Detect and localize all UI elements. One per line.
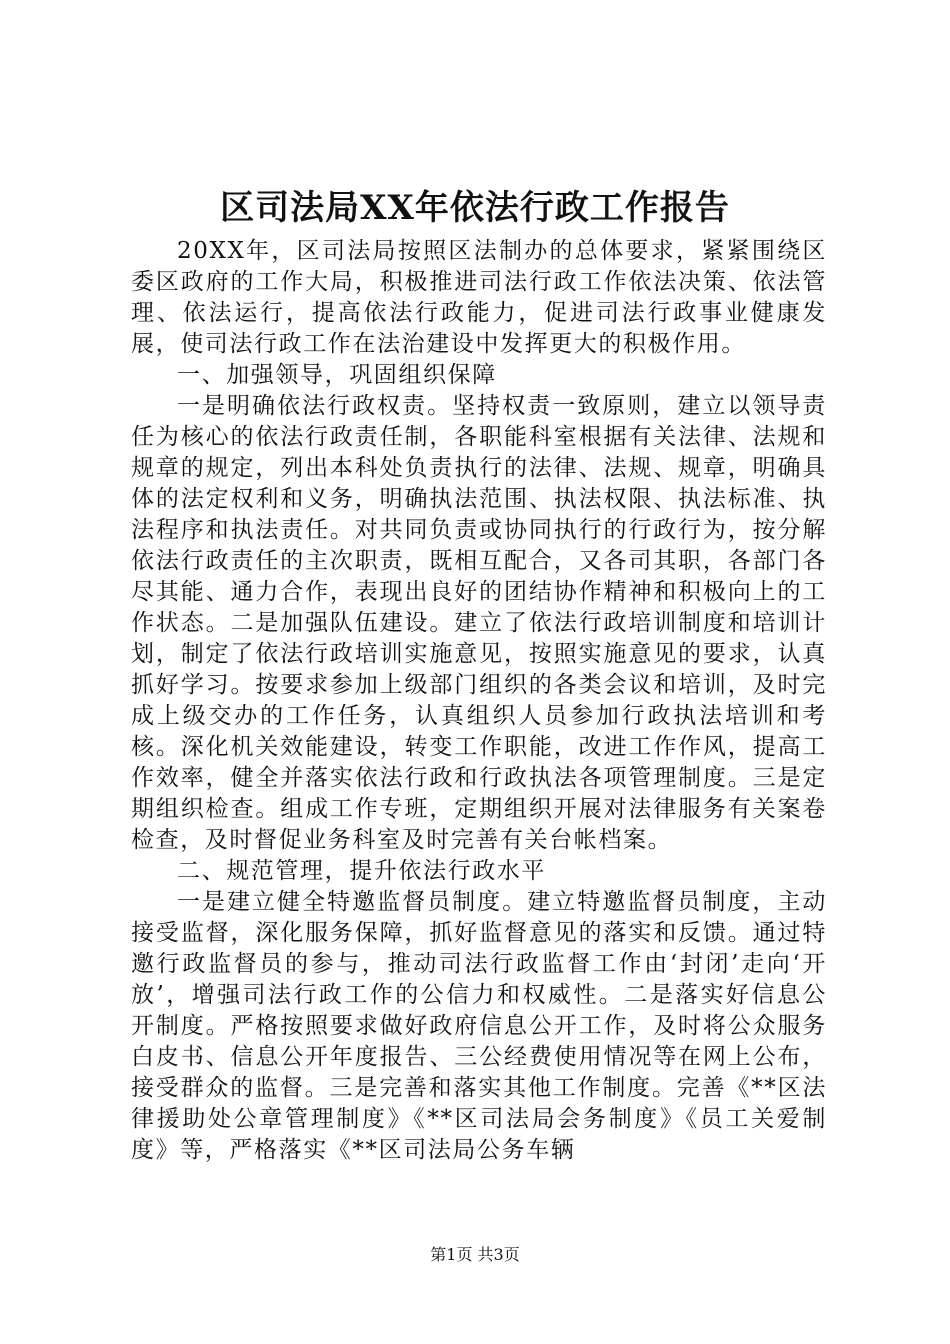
paragraph-section-1: 一是明确依法行政权责。坚持权责一致原则，建立以领导责任为核心的依法行政责任制，各职能科室根据有关法律、法规和规章的规定，列出本科处负责执行的法律、法规、规章，明确具体的法定权利和义务，明确执法范围、执法权限、执法标准、执法程序和执法责任。对共同负责或协同执行的行政行为，按分解依法行政责任的主次职责，既相互配合，又各司其职，各部门各尽其能、通力合作，表现出良好的团结协作精神和积极向上的工作状态。二是加强队伍建设。建立了依法行政培训制度和培训计划，制定了依法行政培训实施意见，按照实施意见的要求，认真抓好学习。按要求参加上级部门组织的各类会议和培训，及时完成上级交办的工作任务，认真组织人员参加行政执法培训和考核。深化机关效能建设，转变工作职能，改进工作作风，提高工作效率，健全并落实依法行政和行政执法各项管理制度。三是定期组织检查。组成工作专班，定期组织开展对法律服务有关案卷检查，及时督促业务科室及时完善有关台帐档案。 bbox=[131, 393, 827, 853]
page-number-footer: 第1页 共3页 bbox=[430, 1245, 520, 1264]
section-heading-1: 一、加强领导，巩固组织保障 bbox=[177, 362, 497, 388]
paragraph-intro: 20XX年，区司法局按照区法制办的总体要求，紧紧围绕区委区政府的工作大局，积极推进司法行政工作依法决策、依法管理、依法运行，提高依法行政能力，促进司法行政事业健康发展，使司法行政工作在法治建设中发挥更大的积极作用。 bbox=[131, 238, 827, 357]
section-heading-2: 二、规范管理，提升依法行政水平 bbox=[177, 858, 546, 884]
document-body bbox=[131, 236, 827, 1166]
paragraph-section-2: 一是建立健全特邀监督员制度。建立特邀监督员制度，主动接受监督，深化服务保障，抓好监督意见的落实和反馈。通过特邀行政监督员的参与，推动司法行政监督工作由‘封闭’走向‘开放’，增强司法行政工作的公信力和权威性。二是落实好信息公开制度。严格按照要求做好政府信息公开工作，及时将公众服务白皮书、信息公开年度报告、三公经费使用情况等在网上公布，接受群众的监督。三是完善和落实其他工作制度。完善《**区法律援助处公章管理制度》《**区司法局会务制度》《员工关爱制度》等，严格落实《**区司法局公务车辆 bbox=[131, 889, 827, 1163]
document-title: 区司法局XX年依法行政工作报告 bbox=[220, 188, 730, 228]
